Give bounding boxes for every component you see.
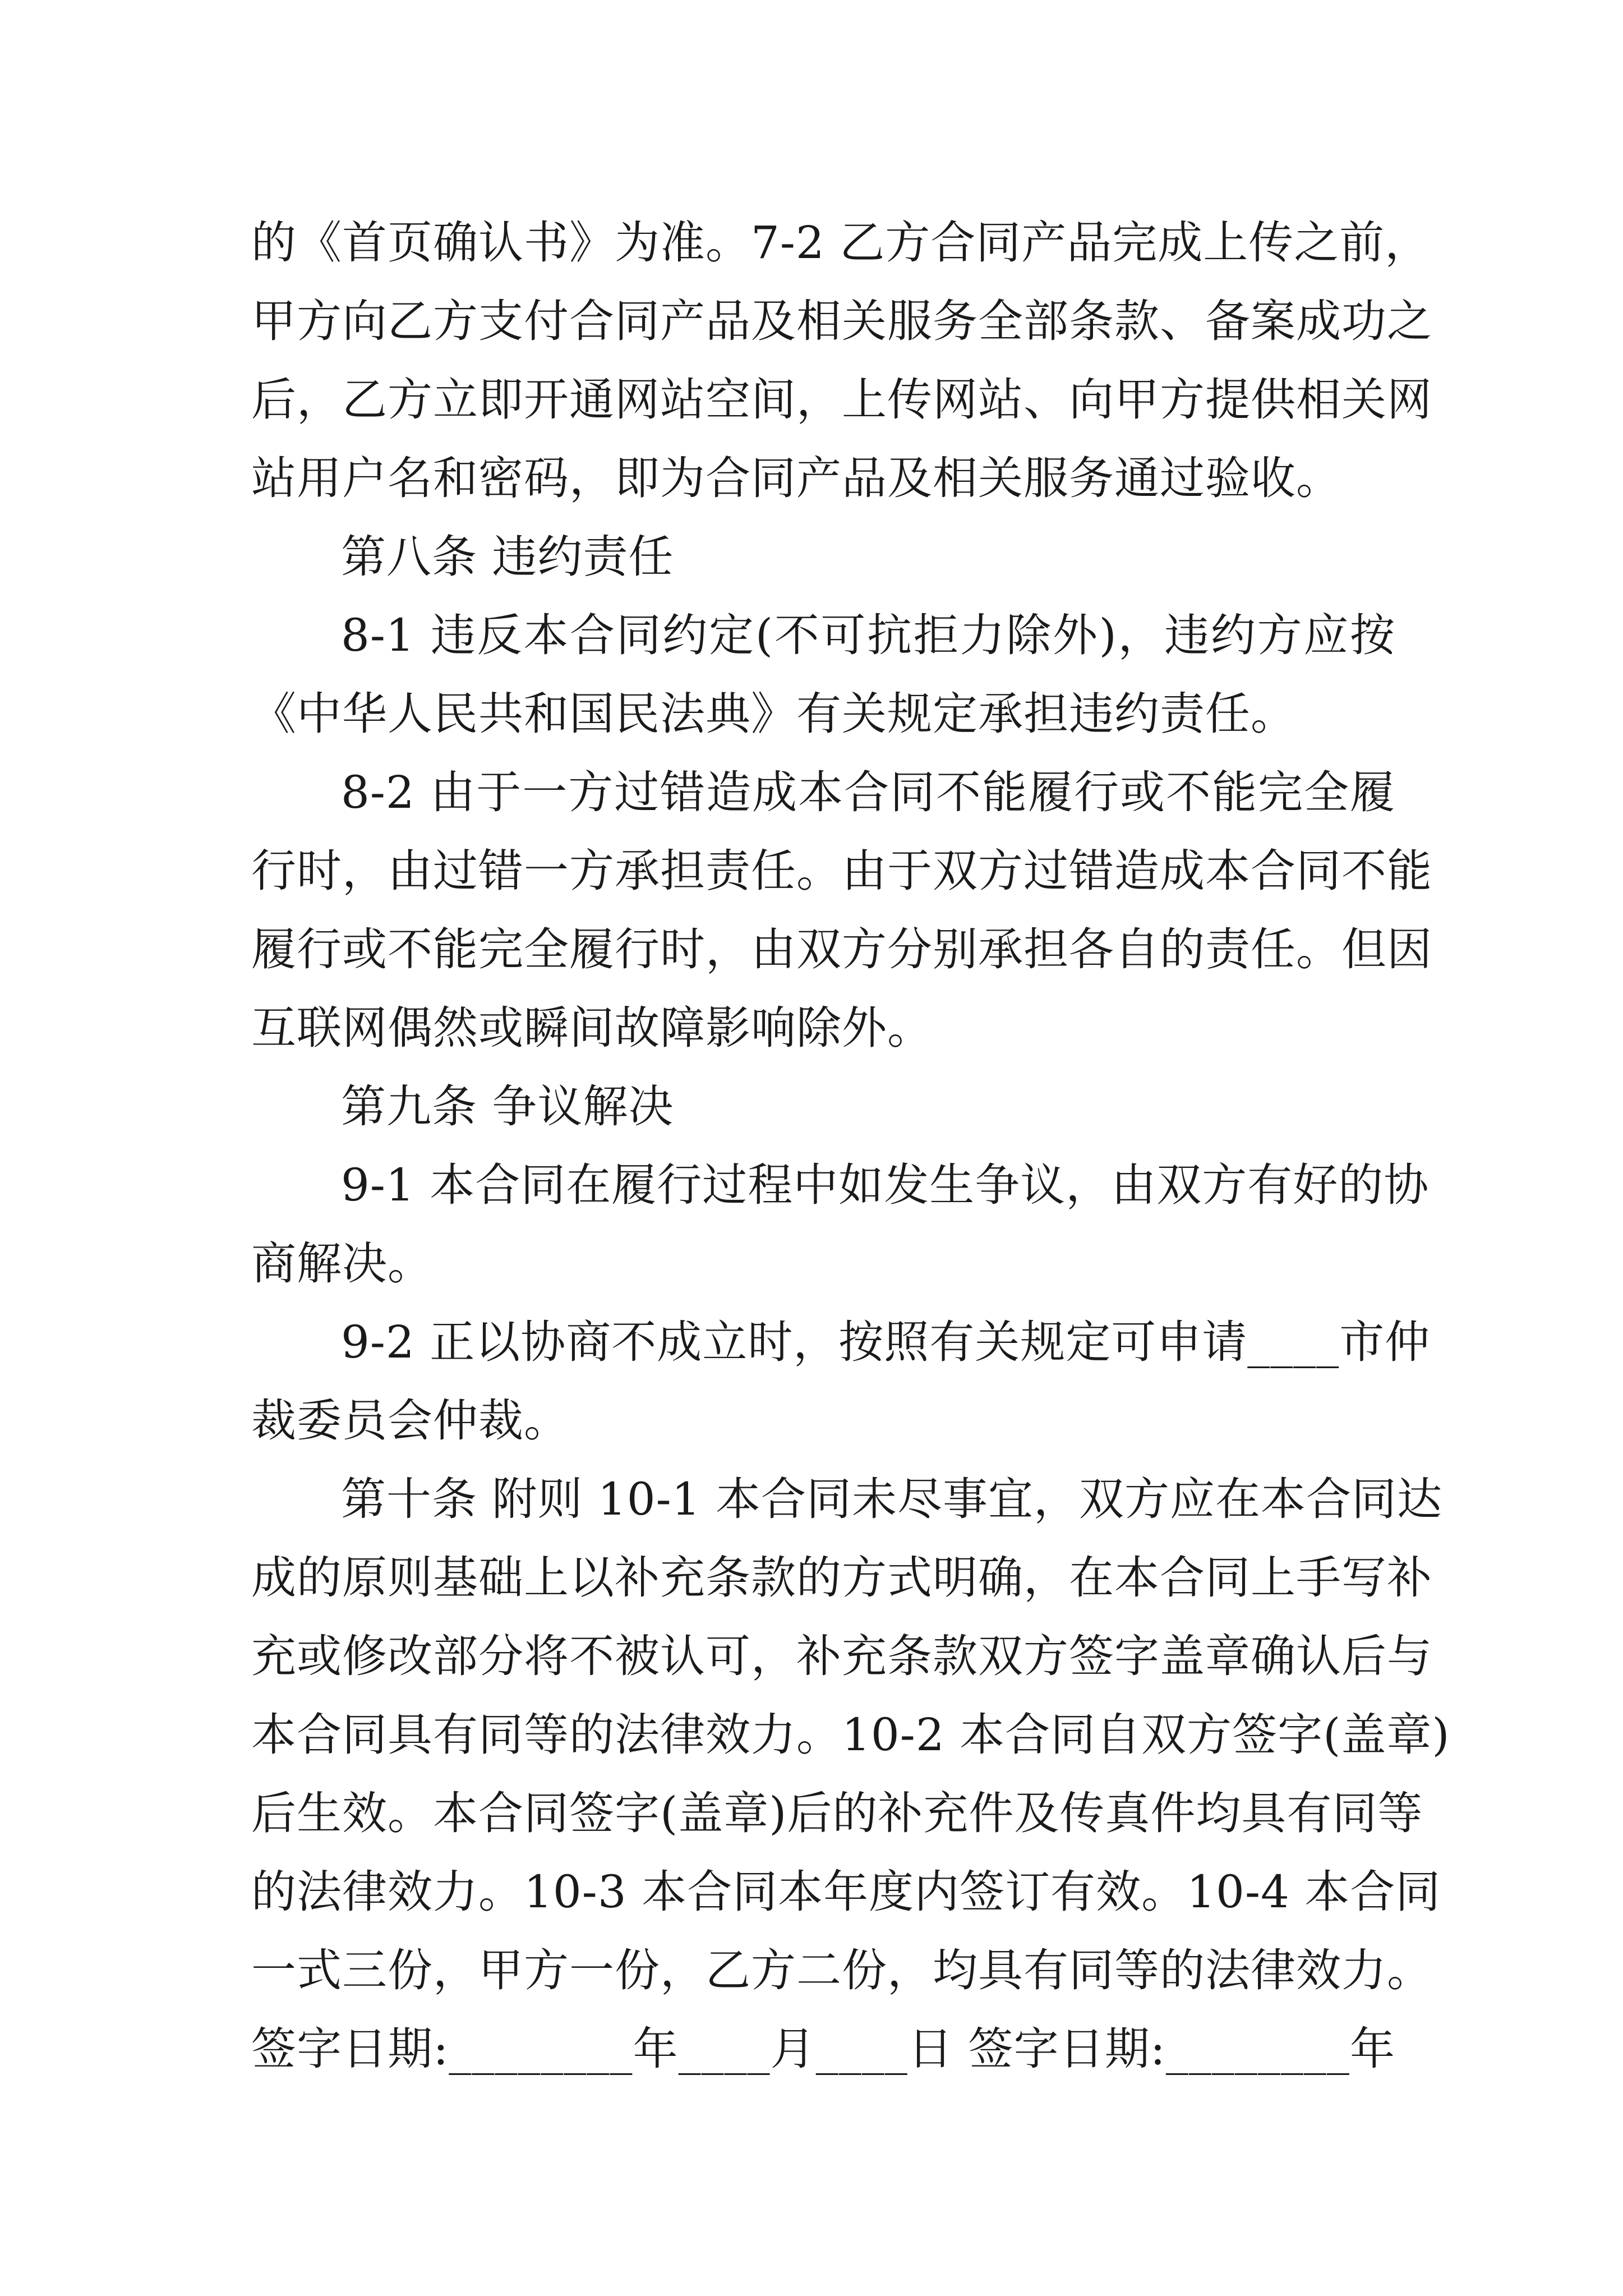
paragraph-line: 互联网偶然或瞬间故障影响除外。 xyxy=(251,1002,933,1054)
paragraph-line: 《中华人民共和国民法典》有关规定承担违约责任。 xyxy=(251,688,1296,740)
paragraph-line: 后生效。本合同签字(盖章)后的补充件及传真件均具有同等 xyxy=(251,1787,1423,1839)
paragraph-line: 一式三份，甲方一份，乙方二份，均具有同等的法律效力。 xyxy=(251,1944,1432,1996)
section-heading: 第九条 争议解决 xyxy=(341,1080,674,1133)
paragraph-line: 9-2 正以协商不成立时，按照有关规定可申请____市仲 xyxy=(341,1316,1431,1368)
paragraph-line: 站用户名和密码，即为合同产品及相关服务通过验收。 xyxy=(251,452,1341,504)
paragraph-line: 的法律效力。10-3 本合同本年度内签订有效。10-4 本合同 xyxy=(251,1866,1441,1918)
paragraph-line: 甲方向乙方支付合同产品及相关服务全部条款、备案成功之 xyxy=(251,295,1432,347)
paragraph-line: 商解决。 xyxy=(251,1237,433,1290)
paragraph-line: 后，乙方立即开通网站空间，上传网站、向甲方提供相关网 xyxy=(251,374,1432,426)
paragraph-line: 8-2 由于一方过错造成本合同不能履行或不能完全履 xyxy=(341,766,1395,818)
paragraph-line: 8-1 违反本合同约定(不可抗拒力除外)，违约方应按 xyxy=(341,609,1395,661)
paragraph-line: 行时，由过错一方承担责任。由于双方过错造成本合同不能 xyxy=(251,845,1432,897)
paragraph-line: 9-1 本合同在履行过程中如发生争议，由双方有好的协 xyxy=(341,1159,1430,1211)
paragraph-line: 的《首页确认书》为准。7-2 乙方合同产品完成上传之前， xyxy=(251,217,1431,269)
signature-date-line: 签字日期:________年____月____日 签字日期:________年 xyxy=(251,2023,1395,2075)
section-heading: 第八条 违约责任 xyxy=(341,531,674,583)
paragraph-line: 本合同具有同等的法律效力。10-2 本合同自双方签字(盖章) xyxy=(251,1709,1450,1761)
paragraph-line: 充或修改部分将不被认可，补充条款双方签字盖章确认后与 xyxy=(251,1630,1432,1682)
section-heading-line: 第十条 附则 10-1 本合同未尽事宜，双方应在本合同达 xyxy=(341,1473,1443,1525)
paragraph-line: 成的原则基础上以补充条款的方式明确，在本合同上手写补 xyxy=(251,1552,1432,1604)
paragraph-line: 履行或不能完全履行时，由双方分别承担各自的责任。但因 xyxy=(251,923,1432,976)
paragraph-line: 裁委员会仲裁。 xyxy=(251,1395,569,1447)
